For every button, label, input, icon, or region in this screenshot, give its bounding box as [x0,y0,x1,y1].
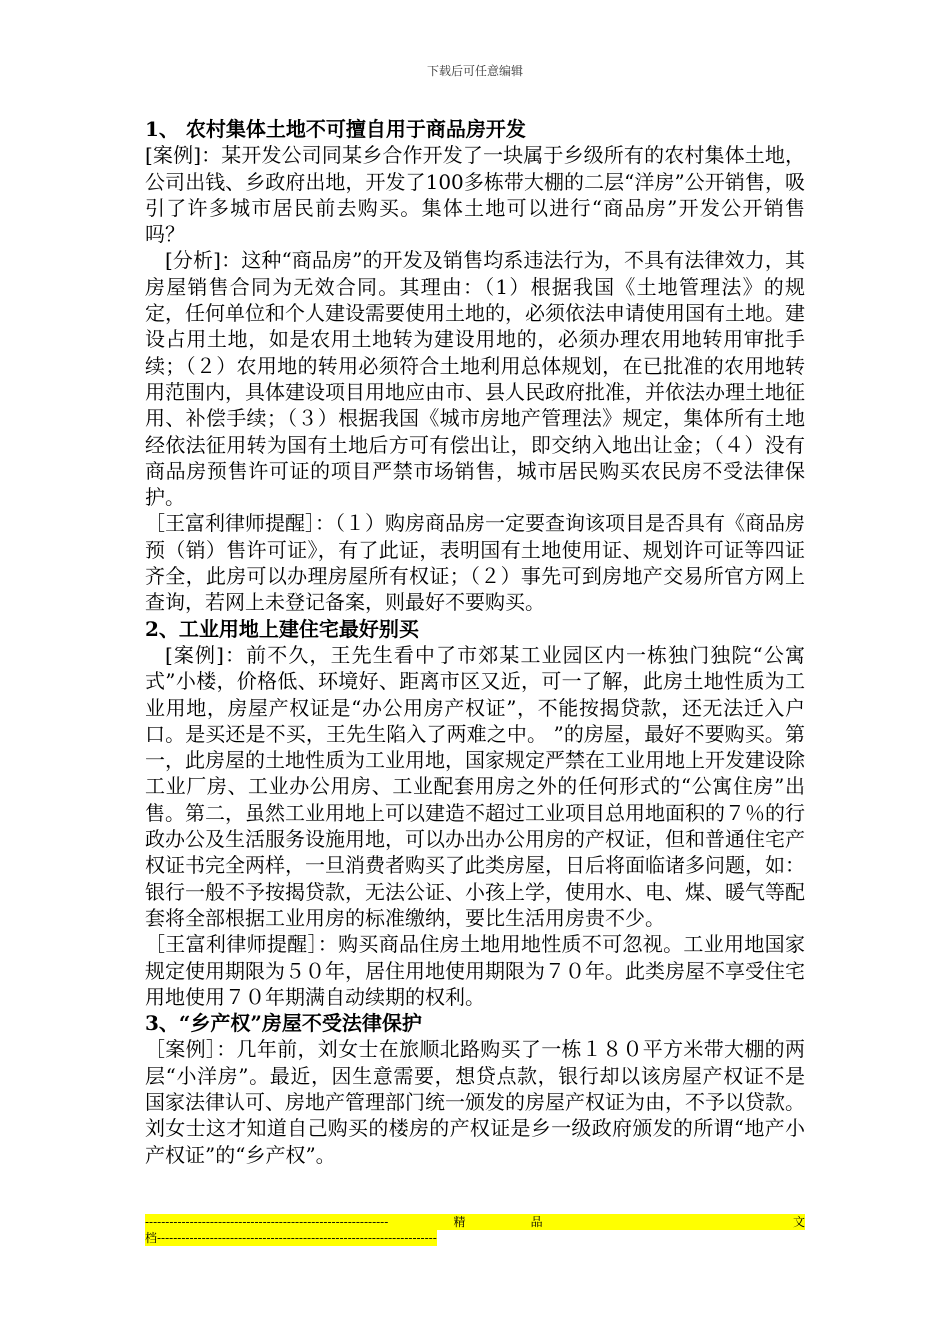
section-1-case: [案例]：某开发公司同某乡合作开发了一块属于乡级所有的农村集体土地，公司出钱、乡政府出地，开发了100多栋带大棚的二层“洋房”公开销售，吸引了许多城市居民前去购买。集体土地可以进行“商品房”开发公开销售吗？ [145,143,805,247]
section-1-analysis: [分析]：这种“商品房”的开发及销售均系违法行为，不具有法律效力，其房屋销售合同为无效合同。其理由：（1）根据我国《土地管理法》的规定，任何单位和个人建设需要使用土地的，必须依法申请使用国有土地。建设占用土地，如是农用土地转为建设用地的，必须办理农用地转用审批手续；（２）农用地的转用必须符合土地利用总体规划，在已批准的农用地转用范围内，具体建设项目用地应由市、县人民政府批准，并依法办理土地征用、补偿手续；（３）根据我国《城市房地产管理法》规定，集体所有土地经依法征用转为国有土地后方可有偿出让，即交纳入地出让金；（４）没有商品房预售许可证的项目严禁市场销售，城市居民购买农民房不受法律保护。 [145,248,805,510]
footer-char-2: 品 [530,1215,543,1229]
page-header: 下载后可任意编辑 [426,64,523,78]
section-2-heading: 2、工业用地上建住宅最好别买 [145,616,419,641]
section-3-heading: 3、“乡产权”房屋不受法律保护 [145,1011,422,1036]
footer-line-1 [145,1214,805,1230]
section-1-tip: ［王富利律师提醒］：（１）购房商品房一定要查询该项目是否具有《商品房预（销）售许可证》，有了此证，表明国有土地使用证、规划许可证等四证齐全，此房可以办理房屋所有权证；（２）事先可到房地产交易所官方网上查询，若网上未登记备案，则最好不要购买。 [145,511,805,615]
section-3-case: ［案例］：几年前，刘女士在旅顺北路购买了一栋１８０平方米带大棚的两层“小洋房”。最近，因生意需要，想贷点款，银行却以该房屋产权证不是国家法律认可、房地产管理部门统一颁发的房屋产权证为由，不予以贷款。刘女士这才知道自己购买的楼房的产权证是乡一级政府颁发的所谓“地产小产权证”的“乡产权”。 [145,1037,805,1167]
footer-dashes: ------------------------------------------------------------ [145,1215,389,1229]
section-1-heading: 1、 农村集体土地不可擅自用于商品房开发 [145,117,526,141]
footer-line-2: 档--------------------------------------------------------------------- [145,1231,437,1245]
footer-char-3: 文 [792,1215,805,1229]
footer-char-1: 精 [453,1215,466,1229]
footer-watermark [145,1214,805,1246]
section-2-tip: ［王富利律师提醒］：购买商品住房土地用地性质不可忽视。工业用地国家规定使用期限为５０年，居住用地使用期限为７０年。此类房屋不享受住宅用地使用７０年期满自动续期的权利。 [145,932,805,1009]
document-body [145,116,805,1168]
section-2-case: [案例]：前不久，王先生看中了市郊某工业园区内一栋独门独院“公寓式”小楼，价格低、环境好、距离市区又近，可一了解，此房土地性质为工业用地，房屋产权证是“办公用房产权证”，不能按揭贷款，还无法迁入户口。是买还是不买，王先生陷入了两难之中。 ”的房屋，最好不要购买。第一，此房屋的土地性质为工业用地，国家规定严禁在工业用地上开发建设除工业厂房、工业办公用房、工业配套用房之外的任何形式的“公寓住房”出售。第二，虽然工业用地上可以建造不超过工业项目总用地面积的７％的行政办公及生活服务设施用地，可以办出办公用房的产权证，但和普通住宅产权证书完全两样，一旦消费者购买了此类房屋，日后将面临诸多问题，如：银行一般不予按揭贷款，无法公证、小孩上学，使用水、电、煤、暖气等配套将全部根据工业用房的标准缴纳，要比生活用房贵不少。 [145,642,805,930]
